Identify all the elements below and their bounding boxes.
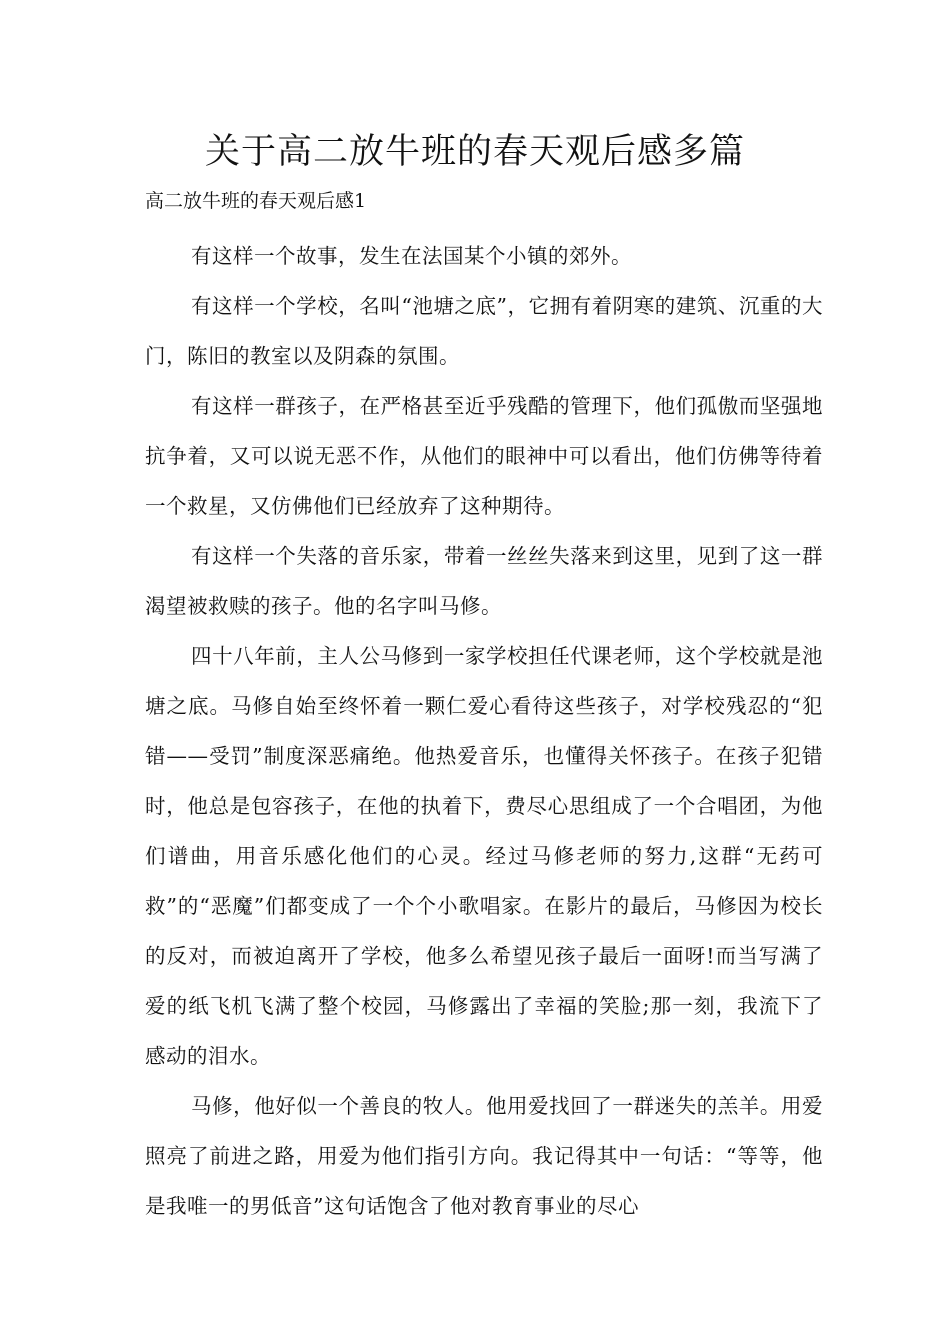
document-title: 关于高二放牛班的春天观后感多篇	[204, 132, 745, 172]
document-body	[145, 231, 823, 1231]
paragraph-6: 马修，他好似一个善良的牧人。他用爱找回了一群迷失的羔羊。用爱照亮了前进之路，用爱为他们指引方向。我记得其中一句话：“等等，他是我唯一的男低音”这句话饱含了他对教育事业的尽心	[145, 1094, 823, 1218]
paragraph-4: 有这样一个失落的音乐家，带着一丝丝失落来到这里，见到了这一群渴望被救赎的孩子。他的名字叫马修。	[145, 544, 823, 618]
paragraph-3: 有这样一群孩子，在严格甚至近乎残酷的管理下，他们孤傲而坚强地抗争着，又可以说无恶不作，从他们的眼神中可以看出，他们仿佛等待着一个救星，又仿佛他们已经放弃了这种期待。	[145, 394, 823, 518]
paragraph-2: 有这样一个学校，名叫“池塘之底”，它拥有着阴寒的建筑、沉重的大门，陈旧的教室以及阴森的氛围。	[145, 294, 823, 368]
section-heading: 高二放牛班的春天观后感1	[145, 190, 367, 212]
paragraph-1: 有这样一个故事，发生在法国某个小镇的郊外。	[191, 244, 632, 268]
paragraph-5: 四十八年前，主人公马修到一家学校担任代课老师，这个学校就是池塘之底。马修自始至终怀着一颗仁爱心看待这些孩子，对学校残忍的“犯错——受罚”制度深恶痛绝。他热爱音乐，也懂得关怀孩子。在孩子犯错时，他总是包容孩子，在他的执着下，费尽心思组成了一个合唱团，为他们谱曲，用音乐感化他们的心灵。经过马修老师的努力,这群“无药可救”的“恶魔”们都变成了一个个小歌唱家。在影片的最后，马修因为校长的反对，而被迫离开了学校，他多么希望见孩子最后一面呀!而当写满了爱的纸飞机飞满了整个校园，马修露出了幸福的笑脸;那一刻，我流下了感动的泪水。	[145, 644, 823, 1068]
